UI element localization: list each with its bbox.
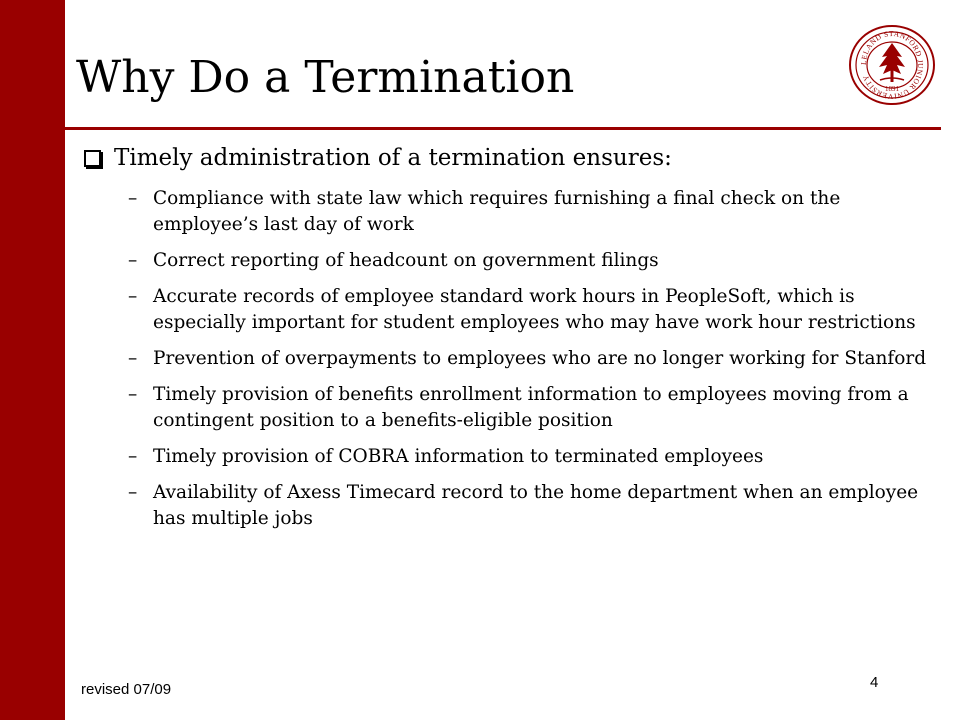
dash-bullet: – xyxy=(128,347,138,369)
dash-bullet: – xyxy=(128,249,138,271)
sub-bullet-text: Availability of Axess Timecard record to the home department when an employee has multiple jobs xyxy=(153,481,919,529)
seal-ring-text: LELAND STANFORD JUNIOR UNIVERSITY xyxy=(858,28,926,102)
sub-bullet-text: Timely provision of benefits enrollment information to employees moving from a contingent position to a benefits-eligible position xyxy=(153,383,909,431)
sub-bullet-item xyxy=(128,382,934,434)
sub-bullet-item xyxy=(128,284,934,336)
stanford-seal-icon xyxy=(843,24,941,106)
revised-date: revised 07/09 xyxy=(81,681,172,698)
dash-bullet: – xyxy=(128,285,138,307)
main-bullet-text: Timely administration of a termination ensures: xyxy=(114,145,672,171)
seal-year: 1891 xyxy=(885,85,899,93)
sub-bullet-item xyxy=(128,480,934,532)
sub-bullet-item xyxy=(128,346,934,372)
sub-bullet-text: Timely provision of COBRA information to terminated employees xyxy=(153,445,764,467)
sub-bullet-text: Accurate records of employee standard work hours in PeopleSoft, which is especially important for student employees who may have work hour restrictions xyxy=(153,285,916,333)
slide-title: Why Do a Termination xyxy=(76,52,575,103)
main-bullet xyxy=(84,145,934,173)
page-number: 4 xyxy=(870,674,879,691)
seal-tree-icon xyxy=(879,43,905,82)
dash-bullet: – xyxy=(128,187,138,209)
sub-bullet-text: Compliance with state law which requires furnishing a final check on the employee’s last day of work xyxy=(153,187,841,235)
square-bullet-icon xyxy=(84,150,101,167)
left-accent-bar xyxy=(0,0,65,720)
sub-bullet-list xyxy=(84,186,934,532)
sub-bullet-text: Correct reporting of headcount on government filings xyxy=(153,249,659,271)
sub-bullet-text: Prevention of overpayments to employees who are no longer working for Stanford xyxy=(153,347,927,369)
sub-bullet-item xyxy=(128,248,934,274)
sub-bullet-item xyxy=(128,186,934,238)
slide-content xyxy=(84,145,934,542)
title-underline-rule xyxy=(65,127,941,130)
sub-bullet-item xyxy=(128,444,934,470)
dash-bullet: – xyxy=(128,481,138,503)
dash-bullet: – xyxy=(128,445,138,467)
dash-bullet: – xyxy=(128,383,138,405)
